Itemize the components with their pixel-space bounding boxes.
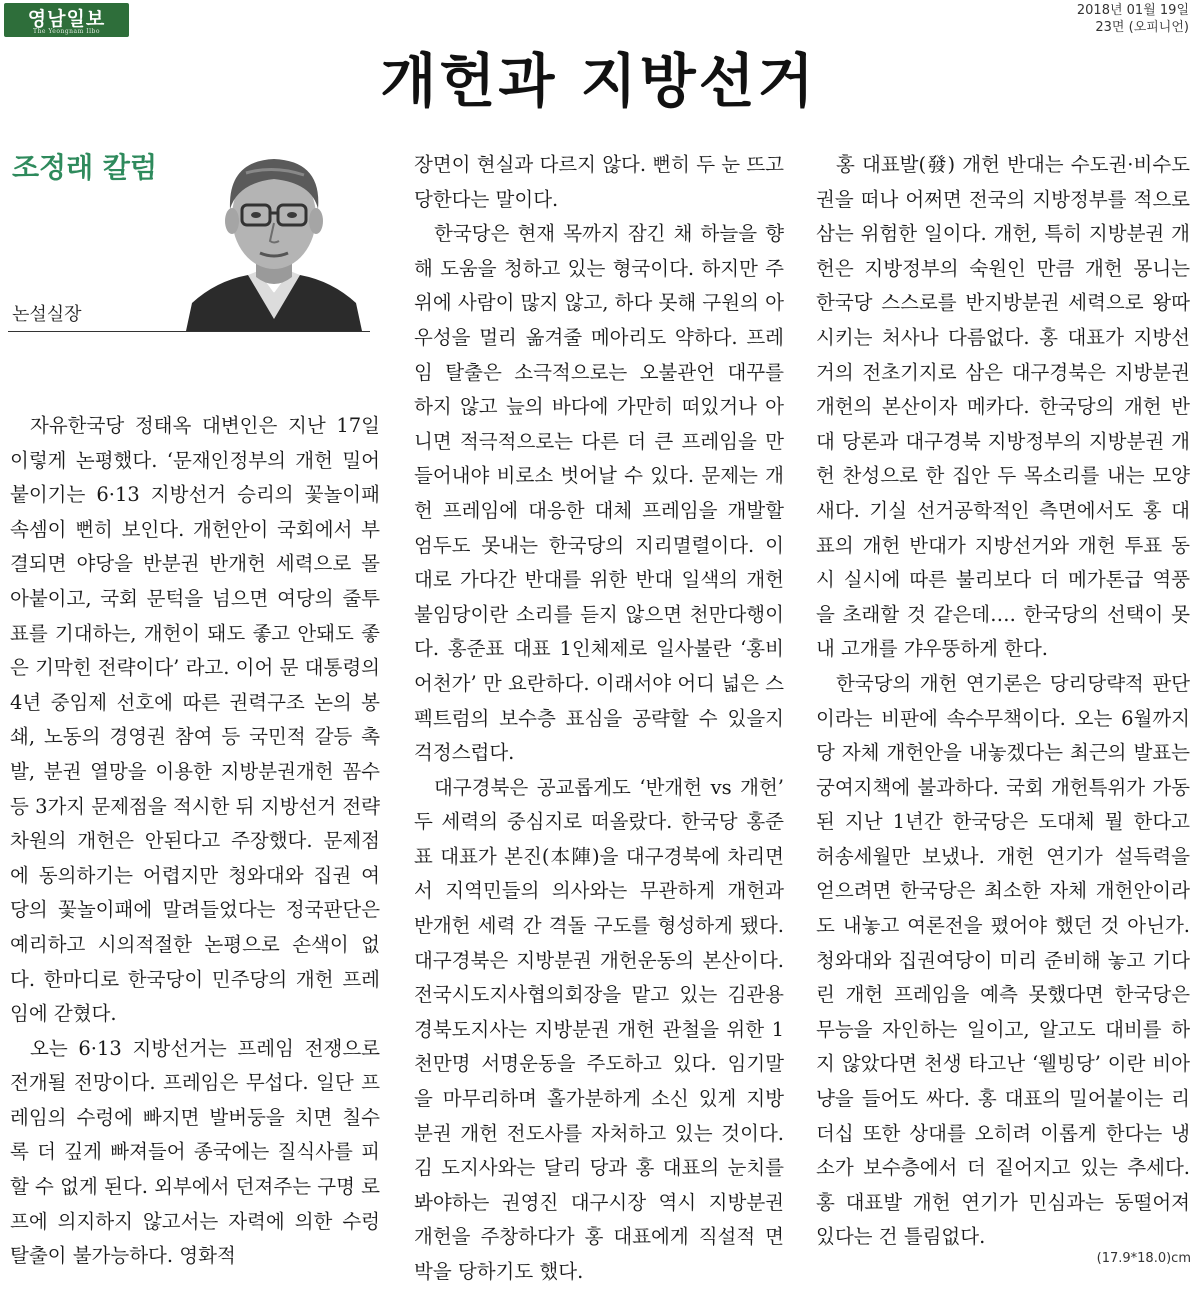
paragraph: 장면이 현실과 다르지 않다. 뻔히 두 눈 뜨고 당한다는 말이다. [414, 153, 784, 211]
byline-divider [8, 331, 370, 332]
article-column-2 [414, 148, 784, 1290]
clipping-size: (17.9*18.0)cm [1096, 1251, 1191, 1266]
logo-name: 영남일보 [27, 8, 106, 30]
issue-meta [1077, 2, 1189, 36]
paragraph: 한국당의 개헌 연기론은 당리당략적 판단이라는 비판에 속수무책이다. 오는 6월까지 당 자체 개헌안을 내놓겠다는 최근의 발표는 궁여지책에 불과하다. 국회 개헌특위가 가동된 지난 1년간 한국당은 도대체 뭘 한다고 허송세월만 보냈나. 개헌 연기가 설득력을 얻으려면 한국당은 최소한 자체 개헌안이라도 내놓고 여론전을 폈어야 했던 것 아닌가. 청와대와 집권여당이 미리 준비해 놓고 기다린 개헌 프레임을 예측 못했다면 한국당은 무능을 자인하는 일이고, 알고도 대비를 하지 않았다면 천생 타고난 ‘웰빙당’ 이란 비아냥을 들어도 싸다. 홍 대표의 밀어붙이는 리더십 또한 상대를 오히려 이롭게 한다는 냉소가 보수층에서 더 짙어지고 있는 추세다. 홍 대표발 개헌 연기가 민심과는 동떨어져 있다는 건 틀림없다. [816, 671, 1190, 1249]
article-headline: 개헌과 지방선거 [380, 47, 817, 115]
paragraph: 홍 대표발(發) 개헌 반대는 수도권·비수도권을 떠나 어쩌면 전국의 지방정부를 적으로 삼는 위험한 일이다. 개헌, 특히 지방분권 개헌은 지방정부의 숙원인 만큼 개헌 몽니는 한국당 스스로를 반지방분권 세력으로 왕따시키는 처사나 다름없다. 홍 대표가 지방선거의 전초기지로 삼은 대구경북은 지방분권 개헌의 본산이자 메카다. 한국당의 개헌 반대 당론과 대구경북 지방정부의 지방분권 개헌 찬성으로 한 집안 두 목소리를 내는 모양새다. 기실 선거공학적인 측면에서도 홍 대표의 개헌 반대가 지방선거와 개헌 투표 동시 실시에 따른 불리보다 더 메가톤급 역풍을 초래할 것 같은데…. 한국당의 선택이 못내 고개를 갸우뚱하게 한다. [816, 153, 1190, 661]
paragraph: 대구경북은 공교롭게도 ‘반개헌 vs 개헌’ 두 세력의 중심지로 떠올랐다. 한국당 홍준표 대표가 본진(本陣)을 대구경북에 차리면서 지역민들의 의사와는 무관하게 개헌과 반개헌 세력 간 격돌 구도를 형성하게 됐다. 대구경북은 지방분권 개헌운동의 본산이다. 전국시도지사협의회장을 맡고 있는 김관용 경북도지사는 지방분권 개헌 관철을 위한 1천만명 서명운동을 주도하고 있다. 임기말을 마무리하며 홀가분하게 소신 있게 지방분권 개헌 전도사를 자처하고 있는 것이다. 김 도지사와는 달리 당과 홍 대표의 눈치를 봐야하는 권영진 대구시장 역시 지방분권 개헌을 주창하다가 홍 대표에게 직설적 면박을 당하기도 했다. [414, 775, 784, 1283]
article-column-1 [10, 409, 380, 1274]
issue-date: 2018년 01월 19일 [1076, 3, 1189, 18]
author-title: 논설실장 [12, 304, 82, 325]
author-portrait [186, 143, 362, 331]
newspaper-logo [4, 3, 129, 37]
column-name: 조정래 칼럼 [12, 151, 157, 184]
issue-page: 23면 (오피니언) [1095, 20, 1189, 35]
paragraph: 한국당은 현재 목까지 잠긴 채 하늘을 향해 도움을 청하고 있는 형국이다. 하지만 주위에 사람이 많지 않고, 하다 못해 구원의 아우성을 멀리 옮겨줄 메아리도 약하다. 프레임 탈출은 소극적으로는 오불관언 대꾸를 하지 않고 늪의 바다에 가만히 떠있거나 아니면 적극적으로는 다른 더 큰 프레임을 만들어내야 비로소 벗어날 수 있다. 문제는 개헌 프레임에 대응한 대체 프레임을 개발할 엄두도 못내는 한국당의 지리멸렬이다. 이대로 가다간 반대를 위한 반대 일색의 개헌 불임당이란 소리를 듣지 않으면 천만다행이다. 홍준표 대표 1인체제로 일사불란 ‘홍비어천가’ 만 요란하다. 이래서야 어디 넓은 스펙트럼의 보수층 표심을 공략할 수 있을지 걱정스럽다. [414, 222, 784, 765]
paragraph: 자유한국당 정태옥 대변인은 지난 17일 이렇게 논평했다. ‘문재인정부의 개헌 밀어붙이기는 6·13 지방선거 승리의 꽃놀이패 속셈이 뻔히 보인다. 개헌안이 국회에서 부결되면 야당을 반분권 반개헌 세력으로 몰아붙이고, 국회 문턱을 넘으면 여당의 줄투표를 기대하는, 개헌이 돼도 좋고 안돼도 좋은 기막힌 전략이다’ 라고. 이어 문 대통령의 4년 중임제 선호에 따른 권력구조 논의 봉쇄, 노동의 경영권 참여 등 국민적 갈등 촉발, 분권 열망을 이용한 지방분권개헌 꼼수 등 3가지 문제점을 적시한 뒤 지방선거 전략 차원의 개헌은 안된다고 주장했다. 문제점에 동의하기는 어렵지만 청와대와 집권 여당의 꽃놀이패에 말려들었다는 정국판단은 예리하고 시의적절한 논평으로 손색이 없다. 한마디로 한국당이 민주당의 개헌 프레임에 갇혔다. [10, 414, 380, 1026]
paragraph: 오는 6·13 지방선거는 프레임 전쟁으로 전개될 전망이다. 프레임은 무섭다. 일단 프레임의 수렁에 빠지면 발버둥을 치면 칠수록 더 깊게 빠져들어 종국에는 질식사를 피할 수 없게 된다. 외부에서 던져주는 구명 로프에 의지하지 않고서는 자력에 의한 수렁 탈출이 불가능하다. 영화적 [10, 1036, 380, 1268]
article-column-3 [816, 148, 1190, 1255]
logo-subtitle: The Yeongnam Ilbo [33, 28, 100, 35]
